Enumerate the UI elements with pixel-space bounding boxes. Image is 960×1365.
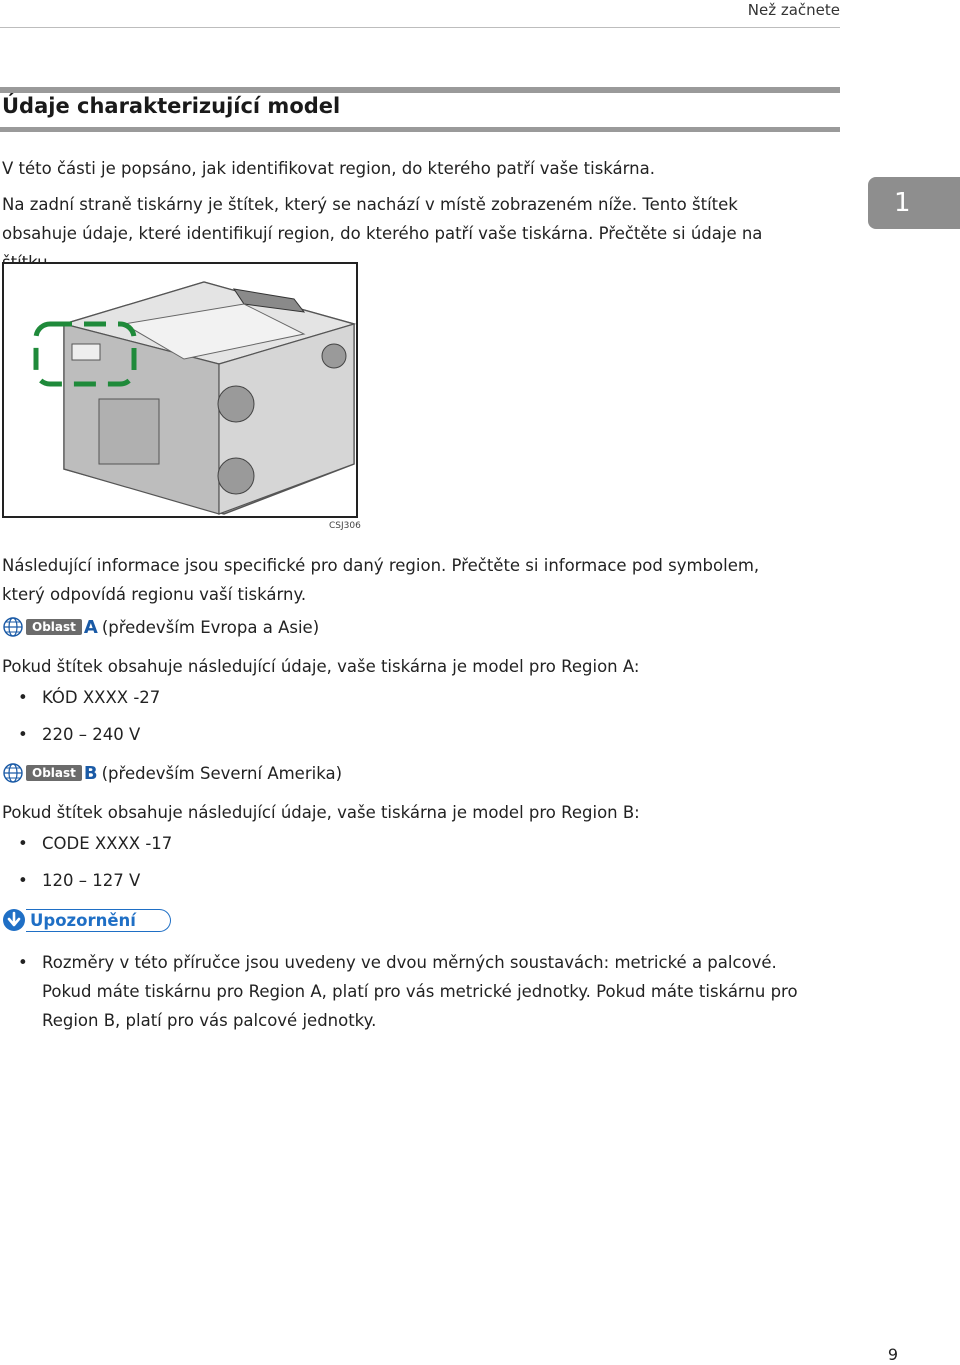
list-item <box>18 834 172 853</box>
page-number: 9 <box>887 1345 898 1364</box>
region-b-badge <box>2 762 98 784</box>
title-rule-top <box>0 87 840 93</box>
region-a-badge <box>2 616 98 638</box>
note-text: Rozměry v této příručce jsou uvedeny ve dvou měrných soustavách: metrické a palcové. Pokud máte tiskárnu pro Region A, platí pro vás metrické jednotky. Pokud máte tiskárnu pro Region B, platí pro vás palcové jednotky. <box>42 953 798 1030</box>
figure-code: CSJ306 <box>329 521 361 531</box>
region-a-caption: (především Evropa a Asie) <box>101 617 320 637</box>
list-item <box>18 725 140 744</box>
region-a-badge-label: Oblast <box>26 619 82 635</box>
rear-panel <box>99 399 159 464</box>
bullet-dot: • <box>18 953 28 972</box>
note-heading <box>2 908 171 932</box>
region-a-paragraph: Pokud štítek obsahuje následující údaje, vaše tiskárna je model pro Region A: <box>2 657 640 676</box>
region-b-badge-label: Oblast <box>26 765 82 781</box>
region-a-code: KÓD XXXX -27 <box>42 688 161 707</box>
region-a-heading <box>2 616 319 638</box>
region-b-heading <box>2 762 342 784</box>
fan-grill-bottom <box>218 458 254 494</box>
label-location-paragraph: Na zadní straně tiskárny je štítek, který se nachází v místě zobrazeném níže. Tento štítek obsahuje údaje, které identifikují region, do kterého patří vaše tiskárna. Přečtěte si údaje na <box>2 195 763 243</box>
printer-illustration <box>2 262 358 518</box>
list-item <box>18 871 140 890</box>
region-b-code: CODE XXXX -17 <box>42 834 173 853</box>
down-arrow-icon <box>2 908 26 932</box>
region-b-badge-letter: B <box>83 762 98 784</box>
bullet-dot: • <box>18 725 28 744</box>
globe-icon <box>2 616 24 638</box>
region-info-paragraph: Následující informace jsou specifické pro daný region. Přečtěte si informace pod symbolem, který odpovídá regionu vaší tiskárny. <box>2 556 760 604</box>
section-title: Údaje charakterizující model <box>2 94 341 118</box>
title-rule-bottom <box>0 127 840 132</box>
running-header: Než začnete <box>747 1 840 19</box>
model-label <box>72 344 100 360</box>
region-a-badge-letter: A <box>83 616 98 638</box>
region-b-paragraph: Pokud štítek obsahuje následující údaje, vaše tiskárna je model pro Region B: <box>2 803 640 822</box>
fan-grill-top <box>218 386 254 422</box>
globe-icon <box>2 762 24 784</box>
chapter-tab <box>868 177 960 229</box>
bullet-dot: • <box>18 871 28 890</box>
note-item <box>18 948 818 1035</box>
region-a-voltage: 220 – 240 V <box>42 725 141 744</box>
fan-grill-small <box>322 344 346 368</box>
region-b-caption: (především Severní Amerika) <box>101 763 343 783</box>
list-item <box>18 688 160 707</box>
bullet-dot: • <box>18 834 28 853</box>
intro-paragraph: V této části je popsáno, jak identifikovat region, do kterého patří vaše tiskárna. <box>2 159 655 178</box>
note-title: Upozornění <box>26 909 171 932</box>
region-b-voltage: 120 – 127 V <box>42 871 141 890</box>
bullet-dot: • <box>18 688 28 707</box>
chapter-number: 1 <box>894 188 911 218</box>
printer-drawing <box>4 264 356 516</box>
header-divider <box>0 27 840 28</box>
